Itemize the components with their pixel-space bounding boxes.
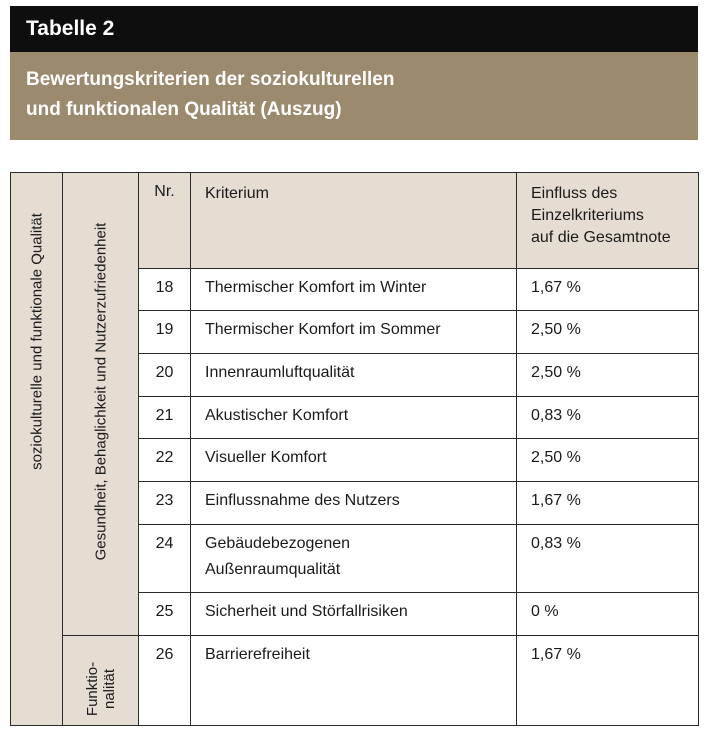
- table-label-text: Tabelle 2: [26, 17, 115, 40]
- row-nr: 20: [139, 354, 191, 397]
- row-criterion: Thermischer Komfort im Winter: [191, 269, 517, 311]
- column-header-nr: Nr.: [139, 173, 191, 269]
- column-header-criterion: Kriterium: [191, 173, 517, 269]
- row-criterion: Sicherheit und Störfallrisiken: [191, 593, 517, 636]
- group-func-label: [84, 662, 118, 716]
- row-nr: 26: [139, 636, 191, 726]
- row-criterion: Barrierefreiheit: [191, 636, 517, 726]
- row-nr: 21: [139, 397, 191, 439]
- row-nr: 22: [139, 439, 191, 482]
- table-header-row: [11, 173, 699, 269]
- row-influence: 0,83 %: [517, 397, 699, 439]
- row-nr: 19: [139, 311, 191, 354]
- influence-header-line-3: auf die Gesamtnote: [531, 229, 671, 246]
- column-header-influence: [517, 173, 699, 269]
- row-criterion: Akustischer Komfort: [191, 397, 517, 439]
- table-subtitle: [10, 52, 698, 140]
- group-main-label: soziokulturelle und funktionale Qualität: [28, 213, 45, 470]
- group-func-line-2: nalität: [100, 668, 118, 710]
- row-nr: 25: [139, 593, 191, 636]
- row-influence: 2,50 %: [517, 354, 699, 397]
- group-func-cell: [63, 636, 139, 726]
- row-criterion: Thermischer Komfort im Sommer: [191, 311, 517, 354]
- row-criterion-line-1: Gebäudebezogenen: [205, 535, 351, 552]
- row-influence: 0 %: [517, 593, 699, 636]
- row-nr: 23: [139, 482, 191, 525]
- group-health-label: Gesundheit, Behaglichkeit und Nutzerzufriedenheit: [92, 222, 109, 561]
- row-criterion-line-2: Außenraumqualität: [205, 561, 341, 578]
- row-influence: 2,50 %: [517, 439, 699, 482]
- subtitle-line-2: und funktionalen Qualität (Auszug): [26, 99, 342, 120]
- row-criterion: Visueller Komfort: [191, 439, 517, 482]
- table-row: [11, 636, 699, 726]
- row-criterion: [191, 525, 517, 593]
- row-influence: 1,67 %: [517, 482, 699, 525]
- row-criterion: Innenraumluftqualität: [191, 354, 517, 397]
- row-influence: 1,67 %: [517, 269, 699, 311]
- table-label: [10, 6, 698, 52]
- group-main-cell: [11, 173, 63, 726]
- influence-header-line-2: Einzelkriteriums: [531, 207, 644, 224]
- subtitle-line-1: Bewertungskriterien der soziokulturellen: [26, 69, 395, 90]
- group-func-line-1: Funktio-: [83, 661, 101, 717]
- row-nr: 24: [139, 525, 191, 593]
- row-nr: 18: [139, 269, 191, 311]
- group-health-cell: [63, 173, 139, 636]
- row-criterion: Einflussnahme des Nutzers: [191, 482, 517, 525]
- influence-header-line-1: Einfluss des: [531, 185, 618, 202]
- row-influence: 1,67 %: [517, 636, 699, 726]
- criteria-table: [10, 172, 699, 726]
- row-influence: 0,83 %: [517, 525, 699, 593]
- row-influence: 2,50 %: [517, 311, 699, 354]
